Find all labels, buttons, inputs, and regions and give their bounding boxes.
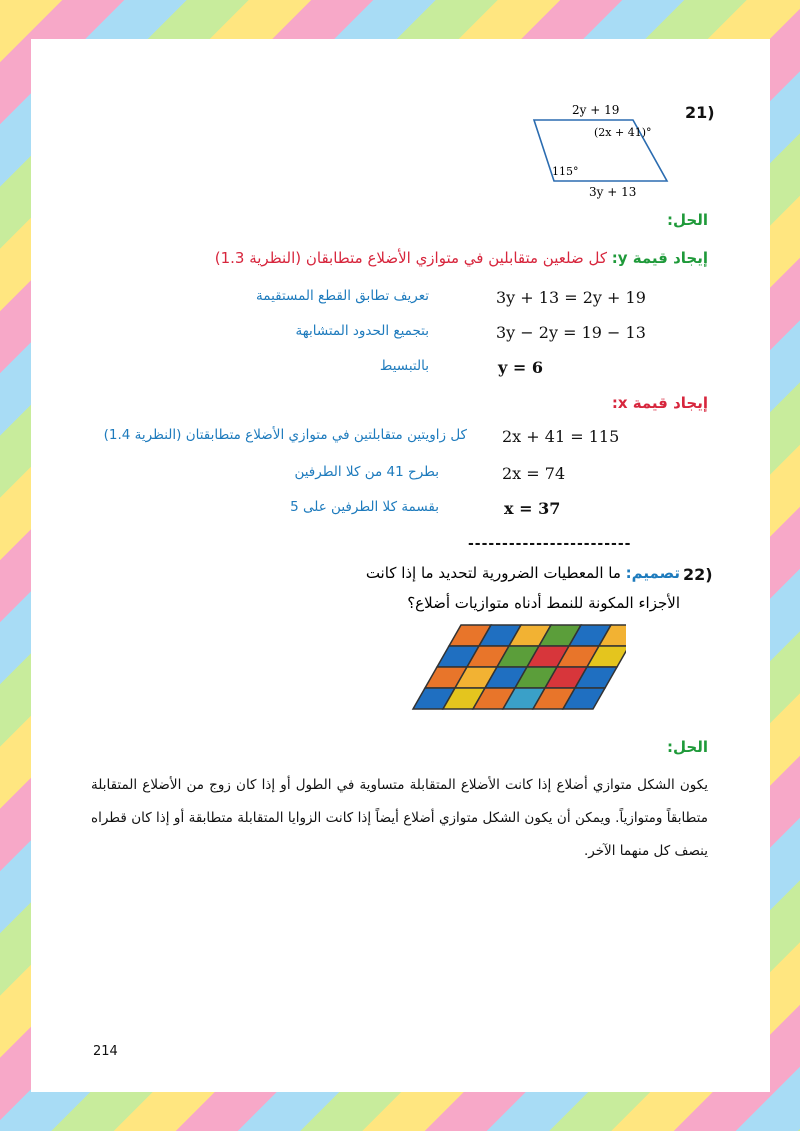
angle-bottom-left-label: 115° <box>552 165 579 178</box>
page-sheet <box>31 39 770 1092</box>
y-step-2-equation: 3y − 2y = 19 − 13 <box>496 323 646 342</box>
x-step-2-reason: بطرح 41 من كلا الطرفين <box>294 464 439 480</box>
x-step-2-equation: 2x = 74 <box>502 464 566 483</box>
answer-paragraph: يكون الشكل متوازي أضلاع إذا كانت الأضلاع المتقابلة متساوية في الطول أو إذا كان زوج من الأضلاع المتقابلة متطابقاً ومتوازياً. ويمكن أن يكون الشكل متوازي أضلاع أيضاً إذا كانت الزوايا المتقابلة متطابقة أو إذا كان قطراه ينصف كل منهما الآخر. <box>91 777 708 859</box>
x-step-1-reason: كل زاويتين متقابلتين في متوازي الأضلاع متطابقتان (النظرية 1.4) <box>103 427 467 443</box>
question-number-22: 22) <box>683 565 713 584</box>
parallelogram-mosaic <box>411 624 626 716</box>
parallelogram-figure <box>526 99 676 204</box>
solution-label-21: الحل: <box>667 211 708 229</box>
angle-top-right-label: (2x + 41)° <box>594 126 652 139</box>
find-x-label: إيجاد قيمة x: <box>611 394 708 412</box>
y-step-3-reason: بالتبسيط <box>379 358 429 374</box>
question-22-text-1: ما المعطيات الضرورية لتحديد ما إذا كانت <box>365 564 621 582</box>
x-step-3-equation: x = 37 <box>504 499 561 518</box>
y-step-3-equation: y = 6 <box>498 358 543 377</box>
y-step-1-reason: تعريف تطابق القطع المستقيمة <box>256 288 429 304</box>
solution-label-22: الحل: <box>667 738 708 756</box>
top-side-label: 2y + 19 <box>572 103 620 117</box>
question-22-line-1 <box>366 564 680 582</box>
find-y-theorem: كل ضلعين متقابلين في متوازي الأضلاع متطابقان (النظرية 1.3) <box>214 249 607 267</box>
x-step-3-reason: بقسمة كلا الطرفين على 5 <box>290 499 439 515</box>
find-y-line <box>215 249 708 267</box>
find-y-label: إيجاد قيمة y: <box>611 249 708 267</box>
y-step-1-equation: 3y + 13 = 2y + 19 <box>496 288 646 307</box>
section-separator: ------------------------ <box>468 536 632 552</box>
design-label: تصميم: <box>625 564 680 582</box>
page-number: 214 <box>93 1044 118 1059</box>
x-step-1-equation: 2x + 41 = 115 <box>502 427 620 446</box>
bottom-side-label: 3y + 13 <box>589 185 637 199</box>
question-number-21: 21) <box>685 103 715 122</box>
question-22-line-2: الأجزاء المكونة للنمط أدناه متوازيات أضلاع؟ <box>407 594 680 612</box>
y-step-2-reason: بتجميع الحدود المتشابهة <box>295 323 429 339</box>
